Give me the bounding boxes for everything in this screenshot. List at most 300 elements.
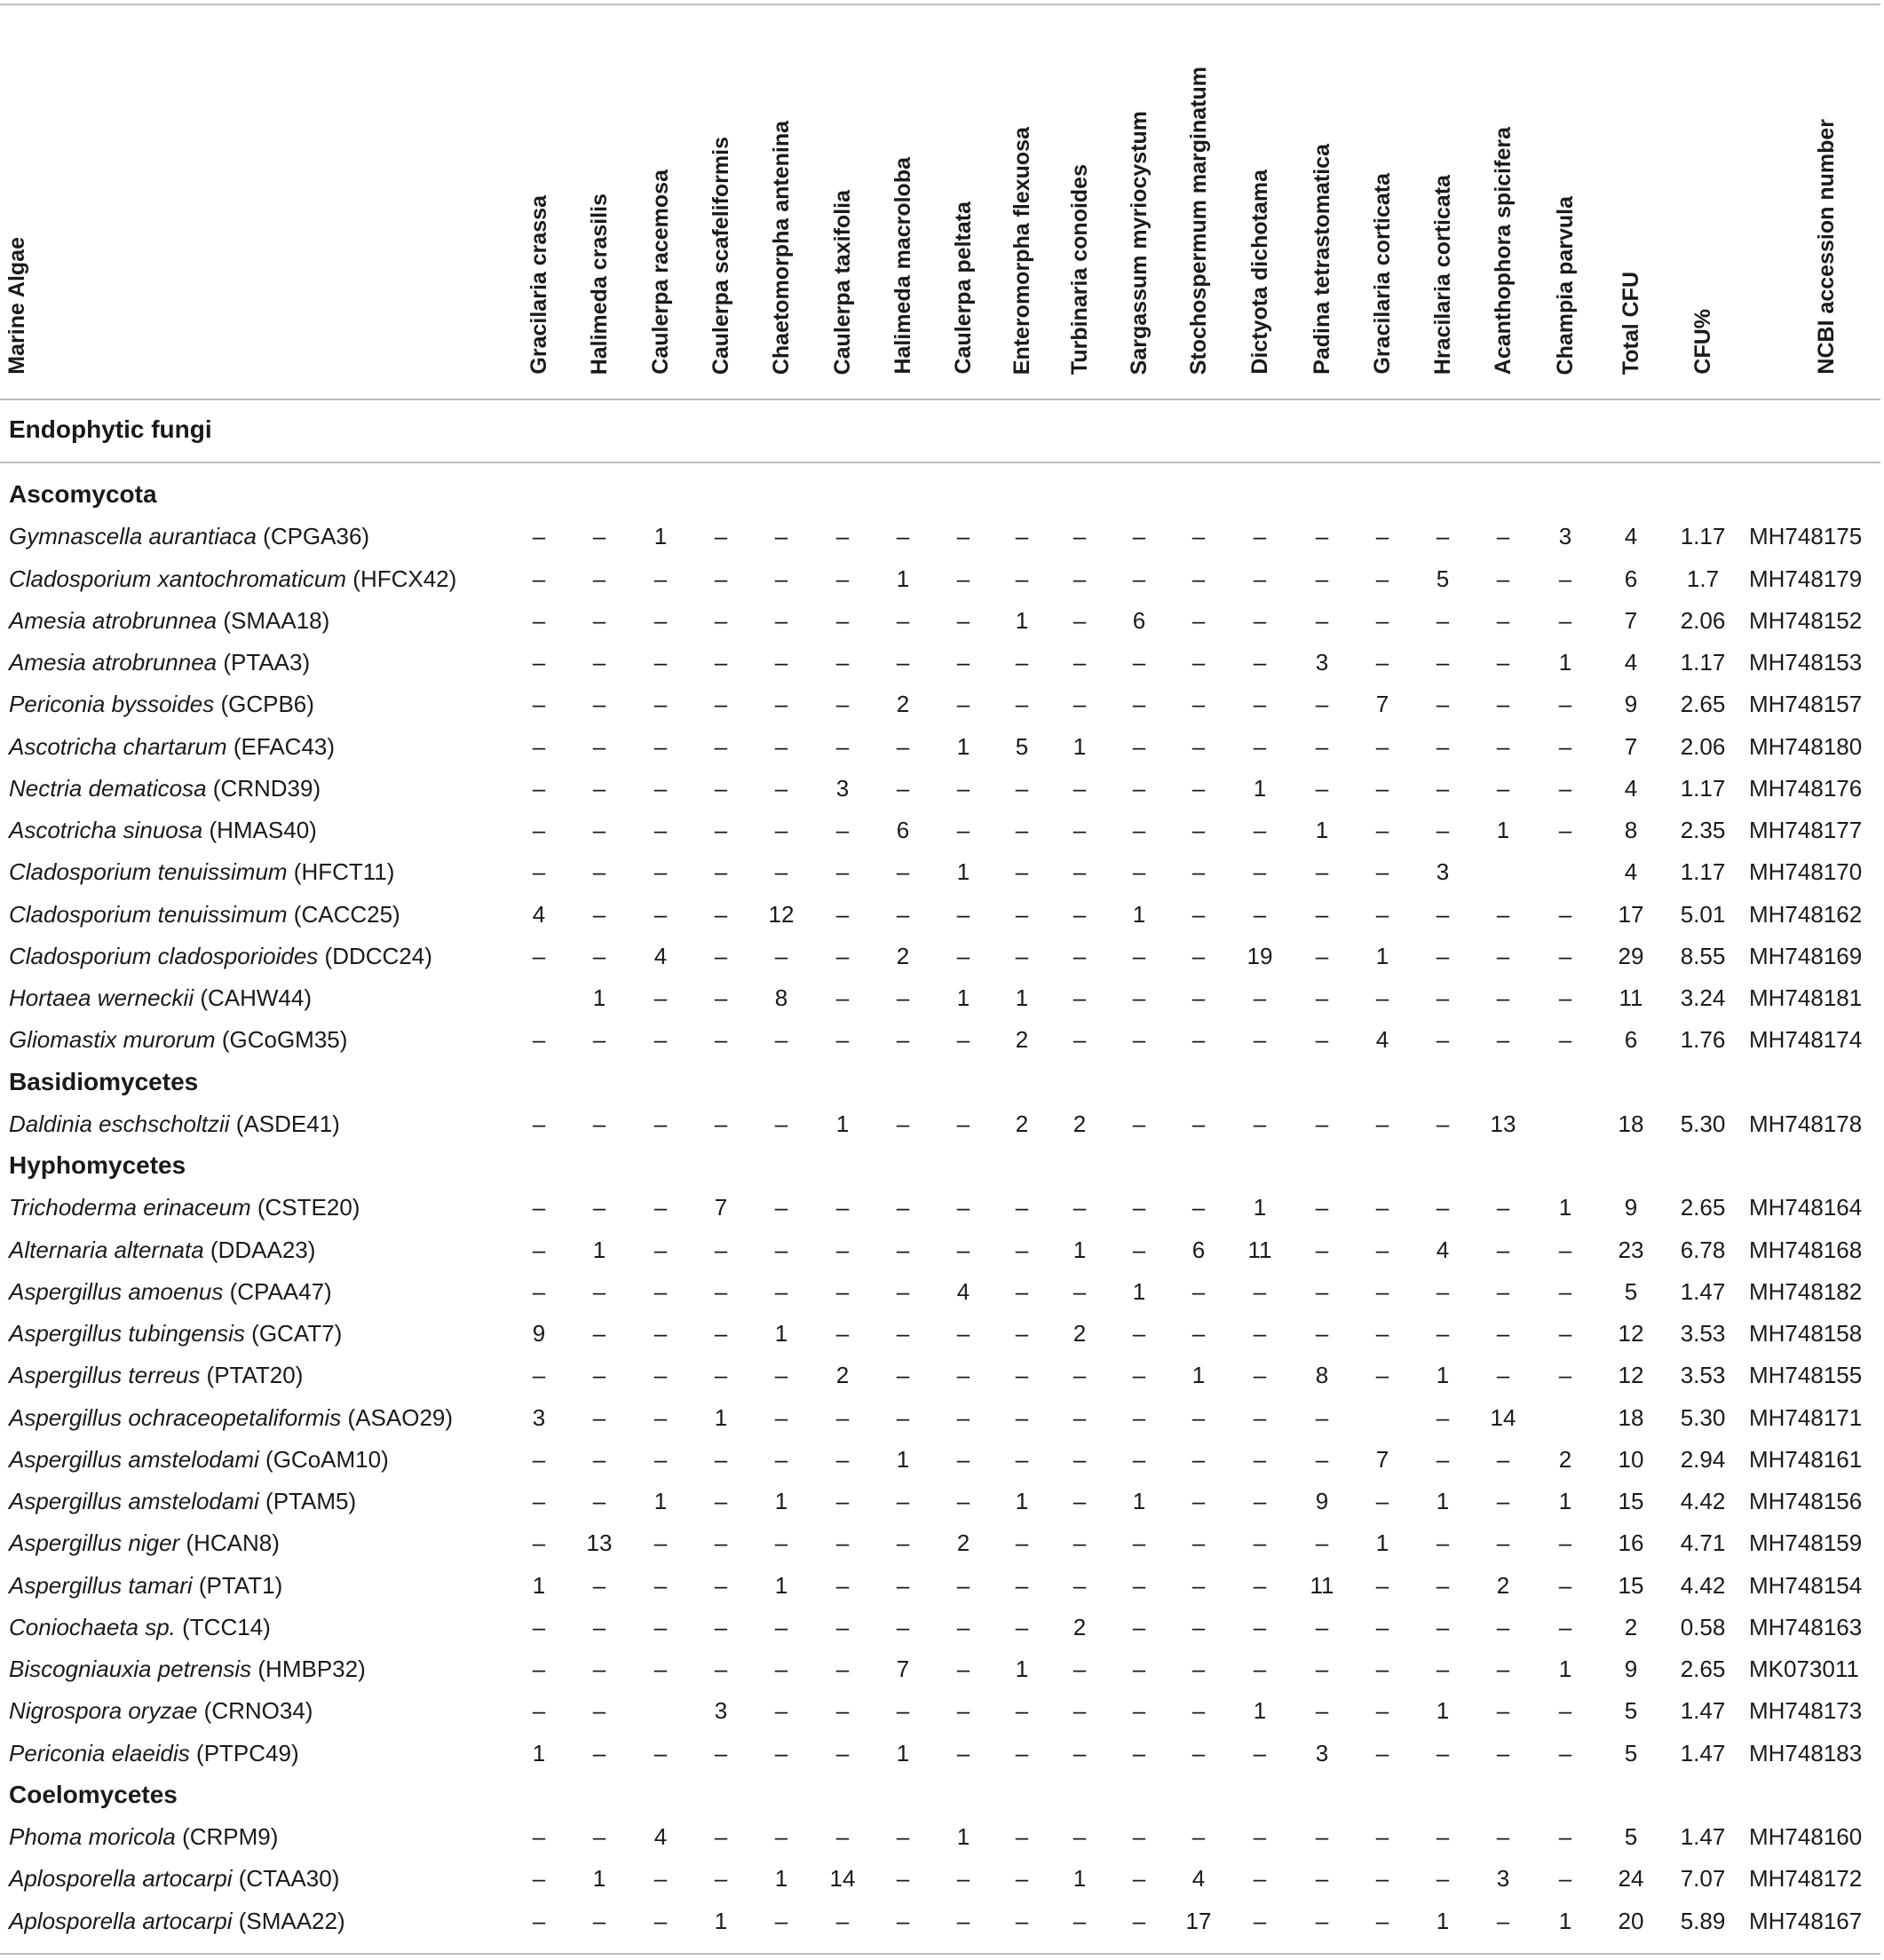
species-name	[9, 726, 335, 768]
table-cell: 1	[1253, 1697, 1267, 1725]
table-cell: –	[1558, 1571, 1572, 1599]
column-header: Turbinaria conoides	[1067, 163, 1092, 375]
table-cell: 1	[774, 1865, 788, 1893]
table-cell: –	[1253, 691, 1267, 718]
table-cell: –	[1375, 1613, 1389, 1640]
table-cell: –	[956, 817, 970, 843]
column-header: Gracilaria corticata	[1370, 173, 1395, 375]
table-cell: 2	[1015, 1026, 1029, 1054]
table-cell: –	[1132, 565, 1146, 592]
table-cell: –	[1132, 1362, 1146, 1389]
table-cell: –	[532, 1110, 546, 1137]
table-cell: –	[592, 1697, 606, 1725]
table-cell: –	[1015, 1194, 1029, 1221]
table-cell: –	[1191, 1656, 1206, 1682]
table-cell: –	[1315, 1236, 1329, 1263]
cfu-percent-cell: 2.94	[1680, 1445, 1726, 1473]
table-cell: –	[896, 900, 910, 928]
cfu-percent-cell: 5.01	[1680, 900, 1726, 928]
species-label: Alternaria alternata	[9, 1236, 204, 1263]
table-cell: 8	[774, 984, 788, 1011]
table-cell: –	[956, 1865, 970, 1893]
table-cell: –	[835, 1571, 850, 1599]
table-cell: –	[1315, 691, 1329, 718]
table-cell: –	[1436, 774, 1450, 802]
table-cell: –	[1132, 1697, 1146, 1725]
table-cell: –	[592, 817, 606, 843]
table-cell: –	[1132, 1739, 1146, 1766]
isolate-code: (HFCT11)	[293, 858, 395, 886]
table-cell: –	[1073, 984, 1087, 1011]
table-cell: –	[1436, 1656, 1450, 1682]
cfu-percent-cell: 1.47	[1680, 1697, 1726, 1725]
isolate-code: (PTAT20)	[206, 1362, 304, 1389]
total-cfu-cell: 15	[1618, 1488, 1644, 1514]
table-cell: –	[1132, 817, 1146, 843]
table-cell: 3	[714, 1697, 728, 1725]
table-cell: –	[1436, 1529, 1450, 1557]
table-row	[0, 1607, 1884, 1648]
table-cell: 1	[532, 1571, 546, 1599]
table-cell: –	[1191, 1403, 1206, 1431]
table-cell: –	[835, 1613, 850, 1640]
table-cell: –	[1073, 774, 1087, 802]
table-cell: –	[653, 565, 668, 592]
table-cell: –	[1315, 1823, 1329, 1850]
table-cell: –	[653, 900, 668, 928]
species-label: Ascotricha chartarum	[9, 732, 227, 760]
isolate-code: (CAHW44)	[200, 984, 312, 1011]
table-cell: –	[1496, 1656, 1510, 1682]
table-cell: –	[1015, 565, 1029, 592]
table-cell: 1	[1315, 817, 1329, 843]
table-row	[0, 558, 1884, 600]
isolate-code: (PTAA3)	[223, 649, 311, 676]
isolate-code: (HFCX42)	[352, 565, 457, 592]
table-cell: –	[653, 1739, 668, 1766]
accession-cell: MH748152	[1749, 606, 1863, 634]
table-cell: 1	[896, 1739, 910, 1766]
table-cell: –	[714, 565, 728, 592]
table-cell: 1	[774, 1488, 788, 1514]
table-cell: –	[1375, 606, 1389, 634]
isolate-code: (SMAA18)	[223, 606, 330, 634]
table-cell: –	[1132, 1823, 1146, 1850]
species-label: Phoma moricola	[9, 1823, 176, 1850]
table-cell: –	[714, 1277, 728, 1305]
column-header: Stochospermum marginatum	[1186, 66, 1211, 375]
species-name	[9, 1522, 280, 1564]
table-cell: –	[1253, 1823, 1267, 1850]
total-cfu-cell: 6	[1624, 565, 1638, 592]
total-cfu-cell: 12	[1618, 1320, 1644, 1347]
table-cell: –	[835, 691, 850, 718]
accession-cell: MH748172	[1749, 1865, 1863, 1893]
table-cell: –	[835, 984, 850, 1011]
table-cell: –	[1073, 523, 1087, 550]
total-cfu-cell: 4	[1624, 523, 1638, 550]
table-cell: –	[714, 1571, 728, 1599]
table-cell: –	[592, 900, 606, 928]
table-cell: –	[653, 1865, 668, 1893]
column-header: Sargassum myriocystum	[1127, 110, 1152, 375]
table-cell: –	[1436, 1445, 1450, 1473]
species-label: Aplosporella artocarpi	[9, 1865, 233, 1893]
table-cell: –	[1496, 774, 1510, 802]
table-row	[0, 894, 1884, 936]
table-cell: –	[1073, 900, 1087, 928]
species-label: Aspergillus amstelodami	[9, 1445, 259, 1473]
table-cell: –	[896, 1362, 910, 1389]
column-header: Chaetomorpha antenina	[769, 120, 794, 375]
isolate-code: (GCoAM10)	[265, 1445, 389, 1473]
table-cell: –	[1253, 1026, 1267, 1054]
table-row	[0, 516, 1884, 557]
accession-cell: MH748180	[1749, 732, 1863, 760]
table-cell: 2	[835, 1362, 850, 1389]
table-cell: 1	[956, 1823, 970, 1850]
isolate-code: (GCAT7)	[251, 1320, 343, 1347]
table-cell: –	[1253, 1488, 1267, 1514]
table-cell: –	[714, 1529, 728, 1557]
table-cell: –	[1375, 1488, 1389, 1514]
table-cell: 1	[956, 858, 970, 886]
table-cell: –	[1191, 565, 1206, 592]
table-cell: 1	[653, 523, 668, 550]
table-cell: –	[1558, 1697, 1572, 1725]
accession-cell: MH748155	[1749, 1362, 1863, 1389]
isolate-code: (CACC25)	[293, 900, 400, 928]
table-cell: –	[956, 565, 970, 592]
table-cell: –	[1496, 1697, 1510, 1725]
table-cell: 11	[1247, 1236, 1272, 1263]
table-cell: –	[653, 1529, 668, 1557]
table-cell: –	[532, 1362, 546, 1389]
table-cell: –	[956, 691, 970, 718]
table-cell: –	[653, 858, 668, 886]
table-cell: –	[835, 1656, 850, 1682]
table-cell: –	[653, 1320, 668, 1347]
accession-cell: MH748174	[1749, 1026, 1863, 1054]
table-cell: –	[1253, 1110, 1267, 1137]
total-cfu-cell: 2	[1624, 1613, 1638, 1640]
table-cell: 1	[896, 565, 910, 592]
species-name	[9, 1397, 453, 1439]
table-cell: –	[896, 1236, 910, 1263]
accession-cell: MH748160	[1749, 1823, 1863, 1850]
table-cell: –	[835, 1026, 850, 1054]
table-cell: –	[592, 858, 606, 886]
table-cell: –	[1073, 1277, 1087, 1305]
table-cell: –	[714, 774, 728, 802]
table-cell: 4	[956, 1277, 970, 1305]
table-row	[0, 1565, 1884, 1607]
accession-cell: MK073011	[1749, 1656, 1859, 1682]
table-cell: –	[1375, 1110, 1389, 1137]
table-cell: –	[714, 1320, 728, 1347]
table-cell: –	[896, 732, 910, 760]
table-cell: 1	[1132, 1488, 1146, 1514]
table-cell: 4	[1375, 1026, 1389, 1054]
table-cell: –	[896, 1277, 910, 1305]
table-cell: –	[896, 1110, 910, 1137]
table-cell: –	[1015, 1613, 1029, 1640]
table-cell: –	[1253, 817, 1267, 843]
species-name	[9, 810, 317, 851]
table-cell: –	[1253, 1907, 1267, 1934]
column-header: Halimeda crasilis	[587, 193, 612, 375]
table-cell: –	[1073, 942, 1087, 969]
table-cell: –	[653, 649, 668, 676]
table-cell: –	[532, 565, 546, 592]
table-cell: –	[1315, 565, 1329, 592]
table-cell: 1	[956, 732, 970, 760]
total-cfu-cell: 7	[1624, 732, 1638, 760]
table-cell: –	[956, 1488, 970, 1514]
species-name	[9, 516, 369, 557]
table-cell: –	[896, 1697, 910, 1725]
group-title: Endophytic fungi	[9, 415, 212, 443]
table-cell: –	[1375, 984, 1389, 1011]
table-cell: –	[653, 1277, 668, 1305]
table-cell: –	[896, 1823, 910, 1850]
table-row	[0, 1522, 1884, 1564]
species-label: Biscogniauxia petrensis	[9, 1656, 252, 1682]
table-cell: –	[774, 1529, 788, 1557]
table-cell: 13	[586, 1529, 613, 1557]
table-cell: –	[1253, 523, 1267, 550]
table-cell: –	[714, 523, 728, 550]
table-cell: –	[1073, 817, 1087, 843]
table-cell: 1	[1558, 1656, 1572, 1682]
accession-cell: MH748154	[1749, 1571, 1863, 1599]
total-cfu-cell: 8	[1624, 817, 1638, 843]
table-cell: 4	[1436, 1236, 1450, 1263]
total-cfu-cell: 15	[1618, 1571, 1644, 1599]
table-cell: –	[653, 774, 668, 802]
cfu-percent-cell: 1.47	[1680, 1823, 1726, 1850]
table-cell: 1	[592, 1236, 606, 1263]
table-cell: –	[532, 817, 546, 843]
section-title: Hyphomycetes	[9, 1151, 186, 1179]
table-cell: –	[532, 774, 546, 802]
table-cell: –	[714, 1488, 728, 1514]
species-name	[9, 1019, 347, 1061]
table-cell: –	[1496, 606, 1510, 634]
table-cell: –	[835, 900, 850, 928]
bottom-rule	[0, 1953, 1880, 1955]
table-cell: 13	[1490, 1110, 1516, 1137]
table-cell: 17	[1185, 1907, 1212, 1934]
table-cell: –	[1015, 1823, 1029, 1850]
cfu-percent-cell: 3.24	[1680, 984, 1726, 1011]
total-cfu-cell: 5	[1624, 1739, 1638, 1766]
table-cell: 1	[1132, 900, 1146, 928]
species-name	[9, 1271, 332, 1313]
table-cell: 1	[1073, 732, 1087, 760]
table-cell: –	[592, 1110, 606, 1137]
species-label: Aspergillus amoenus	[9, 1277, 224, 1305]
cfu-percent-cell: 1.17	[1680, 523, 1726, 550]
isolate-code: (PTAT1)	[198, 1571, 283, 1599]
accession-cell: MH748162	[1749, 900, 1863, 928]
table-cell: –	[1191, 1026, 1206, 1054]
table-cell: 6	[1132, 606, 1146, 634]
table-cell: 1	[532, 1739, 546, 1766]
table-cell: –	[956, 523, 970, 550]
table-cell: –	[835, 1739, 850, 1766]
isolate-code: (HMBP32)	[257, 1656, 366, 1682]
table-cell: –	[714, 1613, 728, 1640]
table-cell: –	[532, 1823, 546, 1850]
table-cell: –	[956, 1613, 970, 1640]
table-cell: –	[774, 1236, 788, 1263]
table-cell: –	[714, 1362, 728, 1389]
table-cell: –	[896, 1320, 910, 1347]
table-cell: –	[1253, 732, 1267, 760]
table-cell: –	[592, 1277, 606, 1305]
cfu-percent-cell: 2.65	[1680, 1194, 1726, 1221]
table-cell: –	[835, 732, 850, 760]
table-cell: –	[1558, 565, 1572, 592]
table-cell: –	[1496, 1236, 1510, 1263]
table-cell: –	[1558, 984, 1572, 1011]
table-cell: –	[714, 858, 728, 886]
table-cell: –	[1253, 900, 1267, 928]
isolate-code: (SMAA22)	[238, 1907, 345, 1934]
species-label: Cladosporium cladosporioides	[9, 942, 319, 969]
table-cell: –	[1496, 1529, 1510, 1557]
table-cell: –	[835, 1403, 850, 1431]
table-cell: –	[774, 565, 788, 592]
table-cell: –	[835, 1445, 850, 1473]
table-cell: –	[1496, 1823, 1510, 1850]
table-cell: –	[1375, 1194, 1389, 1221]
table-cell: –	[532, 523, 546, 550]
table-cell: –	[835, 1194, 850, 1221]
table-cell: –	[714, 1026, 728, 1054]
table-cell: –	[1132, 984, 1146, 1011]
species-label: Aspergillus terreus	[9, 1362, 201, 1389]
table-cell: –	[1558, 1362, 1572, 1389]
table-cell: –	[1496, 649, 1510, 676]
species-label: Coniochaeta sp.	[9, 1613, 176, 1640]
table-cell: –	[1015, 691, 1029, 718]
accession-cell: MH748182	[1749, 1277, 1863, 1305]
table-cell: –	[1015, 649, 1029, 676]
table-cell: –	[1015, 1697, 1029, 1725]
cfu-percent-cell: 2.35	[1680, 817, 1726, 843]
table-cell: 1	[1436, 1697, 1450, 1725]
species-label: Cladosporium tenuissimum	[9, 900, 288, 928]
table-cell: –	[532, 691, 546, 718]
table-cell: –	[1315, 732, 1329, 760]
table-cell: –	[1015, 942, 1029, 969]
cfu-percent-cell: 8.55	[1680, 942, 1726, 969]
table-cell: –	[1073, 1907, 1087, 1934]
table-cell: –	[1253, 1865, 1267, 1893]
table-cell: –	[774, 1194, 788, 1221]
table-cell: –	[653, 1445, 668, 1473]
table-cell: –	[774, 1697, 788, 1725]
table-cell: –	[1132, 1236, 1146, 1263]
table-cell: –	[1191, 1110, 1206, 1137]
table-cell: –	[1375, 1236, 1389, 1263]
accession-cell: MH748178	[1749, 1110, 1863, 1137]
table-cell: 2	[956, 1529, 970, 1557]
table-row	[0, 1733, 1884, 1774]
table-cell: –	[1132, 649, 1146, 676]
table-cell: –	[956, 649, 970, 676]
total-cfu-cell: 24	[1618, 1865, 1644, 1893]
table-cell: –	[532, 606, 546, 634]
table-cell: –	[1253, 1571, 1267, 1599]
column-header: NCBI accession number	[1814, 119, 1839, 375]
table-cell: –	[1191, 1823, 1206, 1850]
table-cell: –	[774, 1656, 788, 1682]
table-cell: –	[1015, 1529, 1029, 1557]
table-cell: 3	[1315, 649, 1329, 676]
table-cell: 1	[1073, 1236, 1087, 1263]
table-cell: –	[1315, 1110, 1329, 1137]
table-row	[0, 1816, 1884, 1858]
table-cell: –	[1073, 1403, 1087, 1431]
table-cell: –	[1015, 1362, 1029, 1389]
total-cfu-cell: 20	[1618, 1907, 1644, 1934]
table-cell: 2	[1015, 1110, 1029, 1137]
header-rule	[0, 399, 1880, 400]
table-cell: –	[592, 732, 606, 760]
table-cell: –	[1073, 691, 1087, 718]
table-cell: –	[956, 1110, 970, 1137]
table-cell: –	[1253, 984, 1267, 1011]
table-cell: –	[592, 1488, 606, 1514]
accession-cell: MH748183	[1749, 1739, 1863, 1766]
isolate-code: (GCoGM35)	[221, 1026, 348, 1054]
table-cell: –	[1496, 1277, 1510, 1305]
species-name	[9, 894, 400, 936]
species-label: Aspergillus amstelodami	[9, 1488, 259, 1514]
table-cell: –	[1558, 900, 1572, 928]
table-cell: 7	[1375, 1445, 1389, 1473]
table-cell: –	[1073, 1194, 1087, 1221]
table-cell: –	[1191, 691, 1206, 718]
column-header: Padina tetrastomatica	[1310, 144, 1334, 375]
table-cell: –	[1073, 1362, 1087, 1389]
total-cfu-cell: 18	[1618, 1110, 1644, 1137]
total-cfu-cell: 11	[1619, 984, 1643, 1011]
table-cell: 1	[1073, 1865, 1087, 1893]
table-cell: –	[1073, 1026, 1087, 1054]
table-cell: –	[835, 649, 850, 676]
species-label: Periconia elaeidis	[9, 1739, 190, 1766]
table-cell: –	[1375, 1571, 1389, 1599]
table-cell: –	[1253, 606, 1267, 634]
species-name	[9, 936, 432, 977]
table-cell: –	[714, 817, 728, 843]
table-cell: –	[1315, 523, 1329, 550]
species-name	[9, 1313, 342, 1355]
column-header: Gracilaria crassa	[526, 195, 551, 375]
table-cell: –	[1315, 1656, 1329, 1682]
table-cell: –	[1558, 1823, 1572, 1850]
table-cell: –	[592, 942, 606, 969]
table-cell: –	[1015, 1571, 1029, 1599]
table-cell: –	[1253, 1529, 1267, 1557]
table-cell: 7	[896, 1656, 910, 1682]
table-cell: 5	[1436, 565, 1450, 592]
table-cell: –	[1496, 732, 1510, 760]
